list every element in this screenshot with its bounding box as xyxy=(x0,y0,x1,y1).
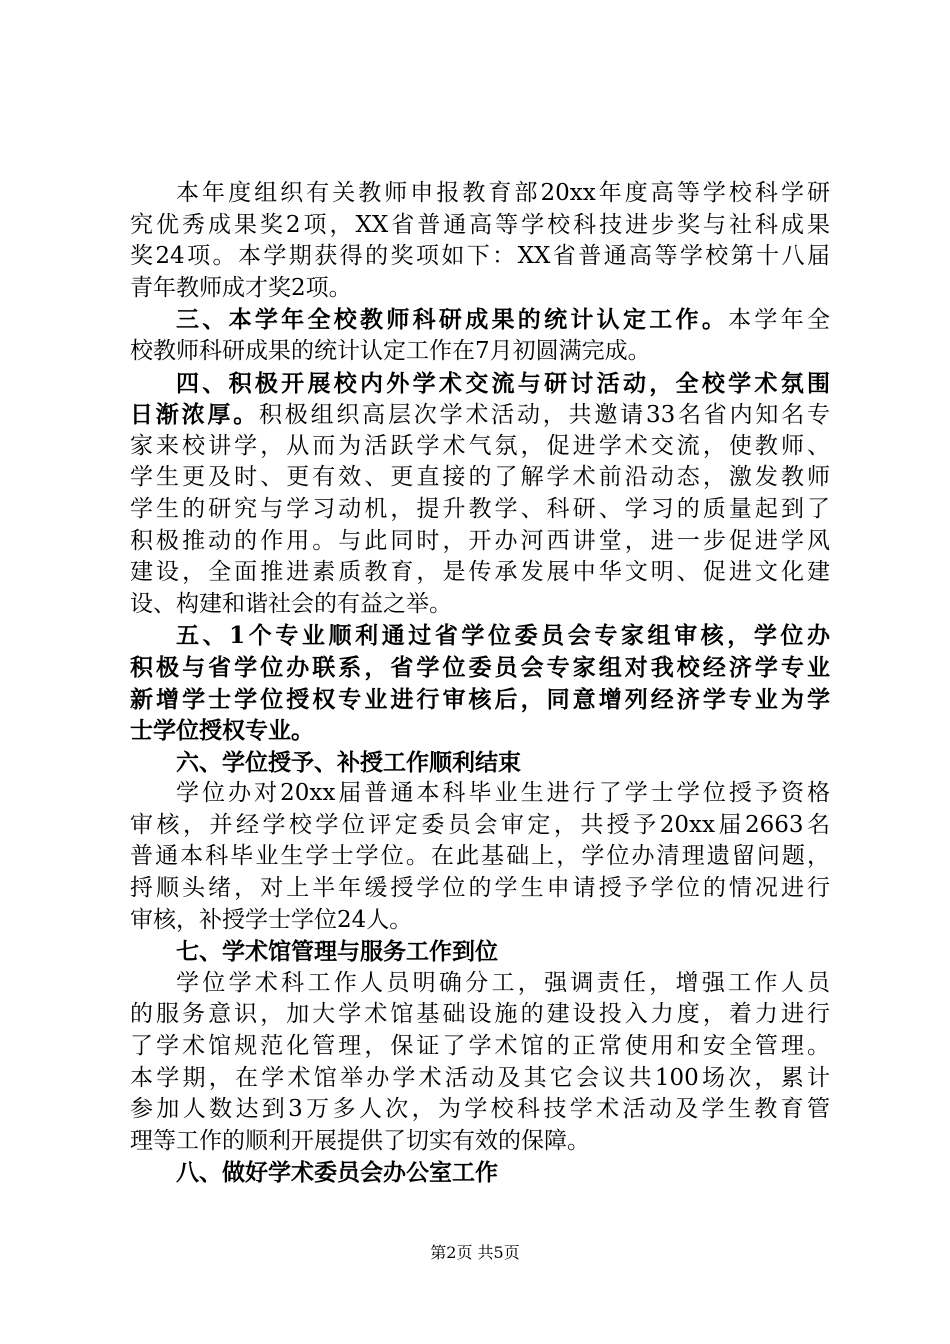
page-footer: 第2页 共5页 xyxy=(430,1243,520,1262)
body-text: 学位办对20xx届普通本科毕业生进行了学士学位授予资格 xyxy=(176,780,830,807)
bold-heading: 八、做好学术委员会办公室工作 xyxy=(176,1159,498,1187)
body-text: 审核，补授学士学位24人。 xyxy=(130,906,413,933)
text-line xyxy=(130,273,830,305)
body-text: 积极推动的作用。与此同时，开办河西讲堂，进一步促进学风 xyxy=(130,527,830,554)
body-text: 家来校讲学，从而为活跃学术气氛，促进学术交流，使教师、 xyxy=(130,432,830,459)
bold-heading: 五、1个专业顺利通过省学位委员会专家组审核，学位办 xyxy=(176,622,830,650)
text-line xyxy=(130,210,830,242)
text-line xyxy=(130,178,830,210)
bold-heading: 士学位授权专业。 xyxy=(130,717,314,745)
text-line xyxy=(130,999,830,1031)
text-line xyxy=(130,1157,830,1189)
text-line xyxy=(130,873,830,905)
bold-heading: 新增学士学位授权专业进行审核后，同意增列经济学专业为学 xyxy=(130,685,830,713)
document-body xyxy=(130,178,830,1189)
text-line xyxy=(130,747,830,779)
text-line xyxy=(130,241,830,273)
body-text: 审核，并经学校学位评定委员会审定，共授予20xx届2663名 xyxy=(130,811,830,838)
bold-heading: 日渐浓厚。 xyxy=(130,401,259,429)
body-text: 捋顺头绪，对上半年缓授学位的学生申请授予学位的情况进行 xyxy=(130,875,830,902)
text-line xyxy=(130,336,830,368)
text-line xyxy=(130,431,830,463)
bold-heading: 积极与省学位办联系，省学位委员会专家组对我校经济学专业 xyxy=(130,653,830,681)
text-line xyxy=(130,841,830,873)
bold-heading: 三、本学年全校教师科研成果的统计认定工作。 xyxy=(176,306,729,334)
text-line xyxy=(130,526,830,558)
body-text: 了学术馆规范化管理，保证了学术馆的正常使用和安全管理。 xyxy=(130,1033,830,1060)
body-text: 本学期，在学术馆举办学术活动及其它会议共100场次，累计 xyxy=(130,1064,830,1091)
body-text: 学生的研究与学习动机，提升教学、科研、学习的质量起到了 xyxy=(130,495,830,522)
body-text: 的服务意识，加大学术馆基础设施的建设投入力度，着力进行 xyxy=(130,1001,830,1028)
text-line xyxy=(130,968,830,1000)
text-line xyxy=(130,715,830,747)
text-line xyxy=(130,1094,830,1126)
body-text: 建设，全面推进素质教育，是传承发展中华文明、促进文化建 xyxy=(130,559,830,586)
body-text: 本年度组织有关教师申报教育部20xx年度高等学校科学研 xyxy=(176,180,830,206)
body-text: 参加人数达到3万多人次，为学校科技学术活动及学生教育管 xyxy=(130,1096,830,1123)
body-text: 奖24项。本学期获得的奖项如下：XX省普通高等学校第十八届 xyxy=(130,243,830,270)
bold-heading: 六、学位授予、补授工作顺利结束 xyxy=(176,748,521,776)
text-line xyxy=(130,399,830,431)
body-text: 究优秀成果奖2项，XX省普通高等学校科技进步奖与社科成果 xyxy=(130,211,830,238)
body-text: 积极组织高层次学术活动，共邀请33名省内知名专 xyxy=(258,402,830,429)
text-line xyxy=(130,1031,830,1063)
bold-heading: 四、积极开展校内外学术交流与研讨活动，全校学术氛围 xyxy=(176,369,830,397)
body-text: 本学年全 xyxy=(728,307,831,334)
body-text: 校教师科研成果的统计认定工作在7月初圆满完成。 xyxy=(130,337,651,364)
body-text: 青年教师成才奖2项。 xyxy=(130,274,352,301)
text-line xyxy=(130,936,830,968)
text-line xyxy=(130,462,830,494)
text-line xyxy=(130,494,830,526)
text-line xyxy=(130,810,830,842)
text-line xyxy=(130,620,830,652)
body-text: 学位学术科工作人员明确分工，强调责任，增强工作人员 xyxy=(176,969,830,996)
text-line xyxy=(130,589,830,621)
text-line xyxy=(130,684,830,716)
text-line xyxy=(130,557,830,589)
body-text: 普通本科毕业生学士学位。在此基础上，学位办清理遗留问题， xyxy=(130,843,830,870)
text-line xyxy=(130,905,830,937)
text-line xyxy=(130,778,830,810)
text-line xyxy=(130,1126,830,1158)
text-line xyxy=(130,368,830,400)
text-line xyxy=(130,652,830,684)
body-text: 学生更及时、更有效、更直接的了解学术前沿动态，激发教师 xyxy=(130,464,830,491)
bold-heading: 七、学术馆管理与服务工作到位 xyxy=(176,938,498,966)
body-text: 理等工作的顺利开展提供了切实有效的保障。 xyxy=(130,1127,590,1154)
text-line xyxy=(130,304,830,336)
text-line xyxy=(130,1063,830,1095)
body-text: 设、构建和谐社会的有益之举。 xyxy=(130,590,452,617)
